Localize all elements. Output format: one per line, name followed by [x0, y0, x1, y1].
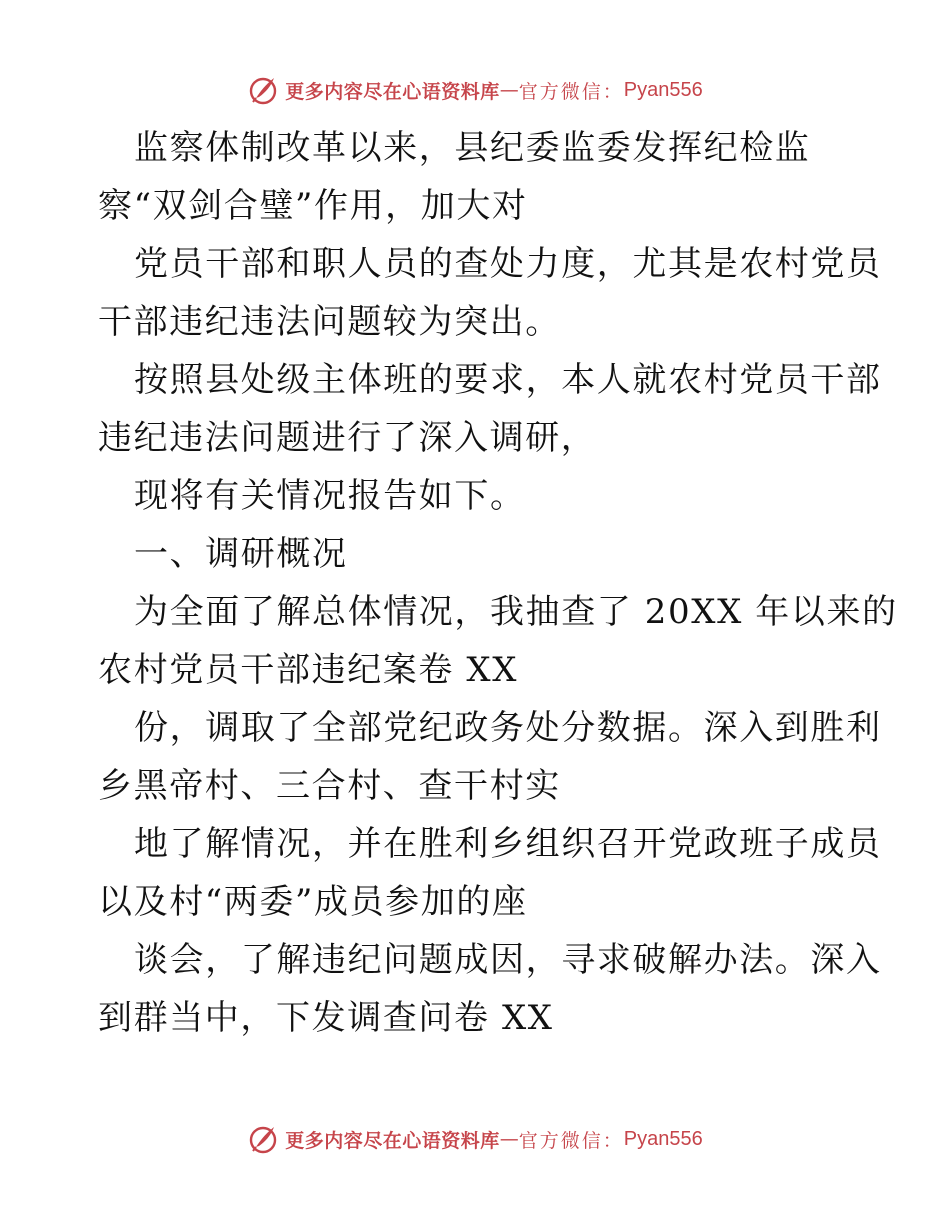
- body-line: 乡黑帝村、三合村、查干村实: [98, 766, 561, 806]
- body-line: 现将有关情况报告如下。: [134, 476, 526, 516]
- body-line: 违纪违法问题进行了深入调研，: [98, 418, 597, 458]
- body-line: 干部违纪违法问题较为突出。: [98, 302, 561, 342]
- body-line: 谈会，了解违纪问题成因，寻求破解办法。深入: [134, 940, 882, 980]
- banner-wechat-id: Pyan556: [623, 1127, 703, 1150]
- banner-wechat-label: 官方微信：: [518, 1129, 624, 1152]
- feather-pen-logo-icon: [247, 74, 279, 106]
- banner-separator: —: [499, 1128, 519, 1150]
- banner-title: 更多内容尽在心语资料库: [285, 80, 500, 103]
- feather-pen-logo-icon: [247, 1123, 279, 1155]
- body-line: 为全面了解总体情况，我抽查了 20XX 年以来的: [134, 592, 898, 632]
- banner-wechat-id: Pyan556: [623, 78, 703, 101]
- body-line: 察“双剑合璧”作用，加大对: [98, 186, 528, 226]
- section-heading: 一、调研概况: [134, 534, 348, 574]
- banner-wechat-label: 官方微信：: [518, 80, 624, 103]
- body-line: 地了解情况，并在胜利乡组织召开党政班子成员: [134, 824, 882, 864]
- body-line: 以及村“两委”成员参加的座: [98, 882, 528, 922]
- body-line: 到群当中，下发调查问卷 XX: [98, 998, 554, 1038]
- header-banner: [0, 73, 950, 107]
- body-line: 党员干部和职人员的查处力度，尤其是农村党员: [134, 244, 882, 284]
- body-line: 份，调取了全部党纪政务处分数据。深入到胜利: [134, 708, 882, 748]
- body-line: 按照县处级主体班的要求，本人就农村党员干部: [134, 360, 882, 400]
- footer-banner: [0, 1122, 950, 1156]
- body-line: 监察体制改革以来，县纪委监委发挥纪检监: [134, 128, 811, 168]
- banner-title: 更多内容尽在心语资料库: [285, 1129, 500, 1152]
- body-line: 农村党员干部违纪案卷 XX: [98, 650, 519, 690]
- banner-separator: —: [499, 79, 519, 101]
